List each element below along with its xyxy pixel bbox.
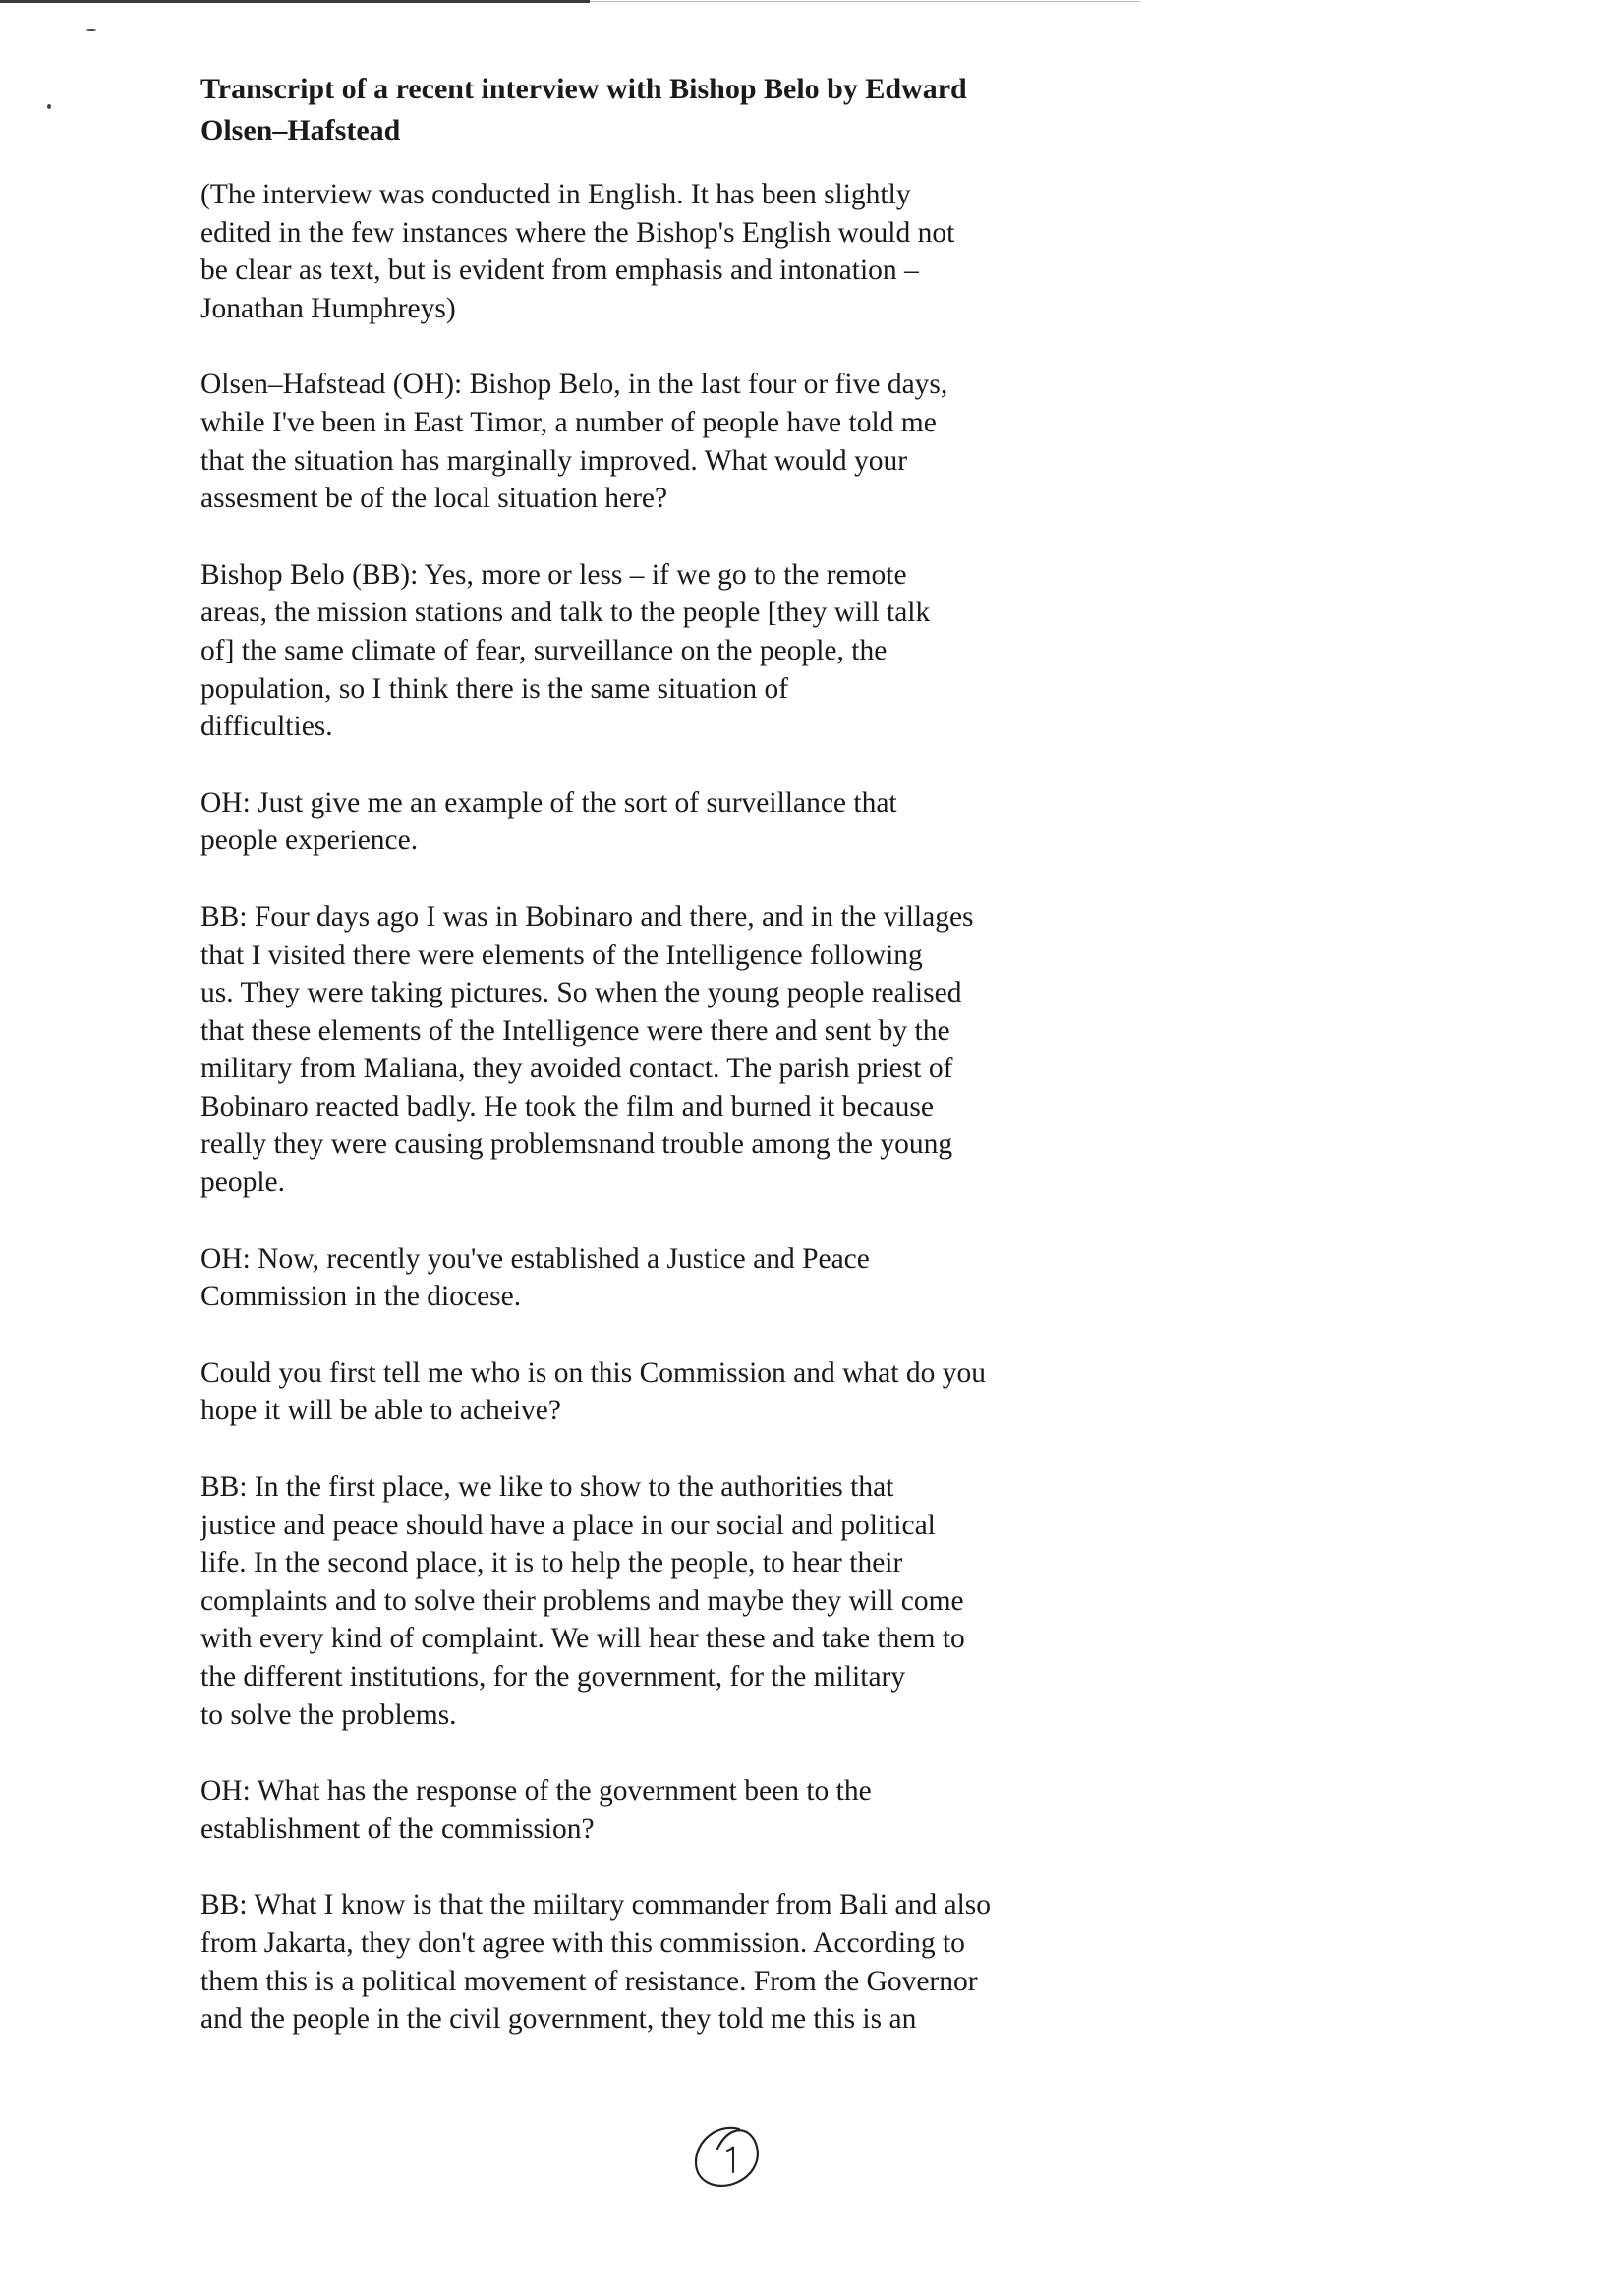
text-line: of] the same climate of fear, surveillance on the people, the [200,634,888,666]
interviewer-question [200,366,1183,517]
text-line: OH: Just give me an example of the sort of surveillance that [200,786,897,819]
text-line: them this is a political movement of resistance. From the Governor [200,1965,978,1997]
bishop-answer [200,556,1183,746]
scan-speck [86,29,96,31]
text-line: while I've been in East Timor, a number of people have told me [200,406,937,438]
text-line: complaints and to solve their problems and maybe they will come [200,1584,964,1617]
text-line: BB: Four days ago I was in Bobinaro and there, and in the villages [200,900,974,933]
text-line: that these elements of the Intelligence were there and sent by the [200,1014,950,1047]
text-line: Jonathan Humphreys) [200,292,456,324]
interviewer-question [200,1772,1183,1848]
text-line: people. [200,1167,286,1199]
bishop-answer [200,1468,1183,1734]
text-line: establishment of the commission? [200,1812,595,1845]
text-line: OH: Now, recently you've established a Justice and Peace [200,1242,870,1275]
scan-top-rule [0,0,590,3]
text-line: Commission in the diocese. [200,1281,522,1313]
text-line: population, so I think there is the same situation of [200,672,789,705]
editorial-note [200,176,1183,327]
interviewer-statement [200,1240,1183,1316]
text-line: Could you first tell me who is on this Commission and what do you [200,1356,986,1389]
text-line: to solve the problems. [200,1698,457,1731]
text-line: BB: What I know is that the miiltary commander from Bali and also [200,1889,991,1922]
text-line: justice and peace should have a place in our social and political [200,1509,936,1541]
text-line: be clear as text, but is evident from emphasis and intonation – [200,255,919,287]
text-line: from Jakarta, they don't agree with this commission. According to [200,1926,965,1959]
scan-top-rule-faint [590,1,1140,2]
text-line: Olsen–Hafstead (OH): Bishop Belo, in the last four or five days, [200,369,948,401]
text-line: difficulties. [200,711,333,743]
bishop-answer [200,898,1183,1202]
text-line: (The interview was conducted in English. It has been slightly [200,179,911,210]
text-line: Bishop Belo (BB): Yes, more or less – if we go to the remote [200,558,907,591]
scan-speck [47,104,51,109]
text-line: assesment be of the local situation here? [200,483,668,515]
interviewer-question [200,784,1183,860]
document-body [200,69,1183,2077]
text-line: that the situation has marginally improved. What would your [200,444,908,477]
text-line: that I visited there were elements of the Intelligence following [200,939,923,971]
document-title [200,69,1183,151]
text-line: the different institutions, for the government, for the military [200,1661,906,1693]
interviewer-question [200,1354,1183,1430]
handwritten-page-number [688,2119,767,2194]
text-line: OH: What has the response of the government been to the [200,1775,872,1808]
title-line: Olsen–Hafstead [200,114,401,146]
text-line: people experience. [200,825,419,857]
text-line: edited in the few instances where the Bishop's English would not [200,216,955,249]
text-line: Bobinaro reacted badly. He took the film and burned it because [200,1090,934,1122]
text-line: military from Maliana, they avoided contact. The parish priest of [200,1053,953,1085]
bishop-answer [200,1886,1183,2038]
text-line: areas, the mission stations and talk to the people [they will talk [200,597,931,629]
text-line: BB: In the first place, we like to show to the authorities that [200,1471,894,1504]
text-line: life. In the second place, it is to help the people, to hear their [200,1547,903,1579]
title-line: Transcript of a recent interview with Bishop Belo by Edward [200,73,967,105]
text-line: with every kind of complaint. We will hear these and take them to [200,1623,965,1655]
text-line: really they were causing problemsnand trouble among the young [200,1128,953,1161]
text-line: and the people in the civil government, they told me this is an [200,2003,917,2036]
text-line: us. They were taking pictures. So when the young people realised [200,977,962,1009]
text-line: hope it will be able to acheive? [200,1395,561,1427]
